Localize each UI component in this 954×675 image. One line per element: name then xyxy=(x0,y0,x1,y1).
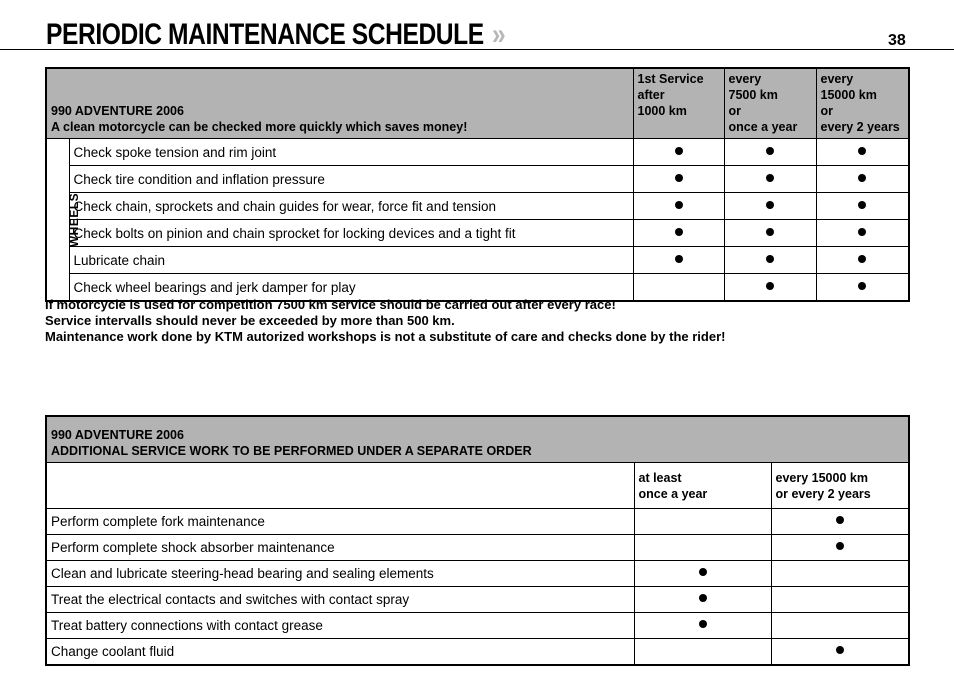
mark-cell xyxy=(816,139,909,166)
column-header-line: once a year xyxy=(728,120,798,134)
section-label-text: WHEELS xyxy=(67,192,82,248)
filled-dot-icon xyxy=(858,174,866,182)
column-header-line: after xyxy=(637,88,665,102)
filled-dot-icon xyxy=(699,568,707,576)
table-row xyxy=(46,534,909,560)
note-line: Maintenance work done by KTM autorized workshops is not a substitute of care and checks done by the rider! xyxy=(45,329,726,344)
task-cell: Change coolant fluid xyxy=(46,638,634,665)
mark-cell xyxy=(771,560,909,586)
service-notes xyxy=(45,297,725,345)
filled-dot-icon xyxy=(858,201,866,209)
filled-dot-icon xyxy=(836,516,844,524)
column-header-line: once a year xyxy=(638,486,708,501)
filled-dot-icon xyxy=(766,282,774,290)
column-header-line: or every 2 years xyxy=(775,486,871,501)
mark-cell xyxy=(634,612,771,638)
filled-dot-icon xyxy=(675,174,683,182)
table-row xyxy=(46,638,909,665)
table-row xyxy=(46,560,909,586)
table2-model: 990 ADVENTURE 2006 xyxy=(51,427,184,442)
task-cell: Check spoke tension and rim joint xyxy=(69,139,633,166)
column-header-line: every 15000 km xyxy=(775,470,868,485)
table1-header xyxy=(46,68,633,139)
filled-dot-icon xyxy=(675,255,683,263)
mark-cell xyxy=(771,638,909,665)
task-cell: Treat the electrical contacts and switches with contact spray xyxy=(46,586,634,612)
mark-cell xyxy=(634,534,771,560)
note-line: Service intervalls should never be exceeded by more than 500 km. xyxy=(45,313,455,328)
mark-cell xyxy=(633,247,724,274)
mark-cell xyxy=(724,274,816,302)
column-header-line: every xyxy=(728,72,762,86)
column-header-15000 xyxy=(816,68,909,139)
filled-dot-icon xyxy=(699,620,707,628)
task-cell: Perform complete shock absorber maintenance xyxy=(46,534,634,560)
column-header-line: every 2 years xyxy=(820,120,900,134)
filled-dot-icon xyxy=(675,228,683,236)
filled-dot-icon xyxy=(858,255,866,263)
task-cell: Lubricate chain xyxy=(69,247,633,274)
task-cell: Perform complete fork maintenance xyxy=(46,508,634,534)
filled-dot-icon xyxy=(766,147,774,155)
column-header-line: 7500 km xyxy=(728,88,778,102)
task-cell: Clean and lubricate steering-head bearing and sealing elements xyxy=(46,560,634,586)
chevron-icon: » xyxy=(491,18,506,51)
column-header-7500 xyxy=(724,68,816,139)
task-cell: Check tire condition and inflation pressure xyxy=(69,166,633,193)
mark-cell xyxy=(724,247,816,274)
page-header xyxy=(0,0,954,50)
mark-cell xyxy=(816,166,909,193)
mark-cell xyxy=(634,586,771,612)
page-title xyxy=(46,18,505,52)
additional-service-table xyxy=(45,415,910,666)
maintenance-schedule-table xyxy=(45,67,910,302)
column-header-line: at least xyxy=(638,470,682,485)
filled-dot-icon xyxy=(699,594,707,602)
task-cell: Check bolts on pinion and chain sprocket for locking devices and a tight fit xyxy=(69,220,633,247)
mark-cell xyxy=(771,534,909,560)
mark-cell xyxy=(633,166,724,193)
filled-dot-icon xyxy=(858,147,866,155)
table2-subtitle: ADDITIONAL SERVICE WORK TO BE PERFORMED UNDER A SEPARATE ORDER xyxy=(51,443,532,458)
table-row xyxy=(46,612,909,638)
mark-cell xyxy=(816,274,909,302)
column-header-line: every xyxy=(820,72,854,86)
table-row xyxy=(46,220,909,247)
filled-dot-icon xyxy=(836,646,844,654)
table1-subtitle: A clean motorcycle can be checked more quickly which saves money! xyxy=(51,120,468,134)
column-header-15000-2years xyxy=(771,462,909,508)
mark-cell xyxy=(724,166,816,193)
table-row xyxy=(46,139,909,166)
filled-dot-icon xyxy=(766,201,774,209)
note-line: If motorcycle is used for competition 7500 km service should be carried out after every race! xyxy=(45,297,616,312)
table2-blank-header xyxy=(46,462,634,508)
column-header-line: 15000 km xyxy=(820,88,877,102)
column-header-line: or xyxy=(820,104,834,118)
mark-cell xyxy=(724,193,816,220)
table-row xyxy=(46,193,909,220)
table-row xyxy=(46,586,909,612)
filled-dot-icon xyxy=(766,174,774,182)
column-header-line: or xyxy=(728,104,742,118)
table-row xyxy=(46,508,909,534)
page-title-text: PERIODIC MAINTENANCE SCHEDULE xyxy=(46,18,484,51)
task-cell: Check wheel bearings and jerk damper for play xyxy=(69,274,633,302)
table-row xyxy=(46,166,909,193)
filled-dot-icon xyxy=(766,255,774,263)
mark-cell xyxy=(771,612,909,638)
column-header-line: 1000 km xyxy=(637,104,687,118)
mark-cell xyxy=(634,508,771,534)
column-header-first-service xyxy=(633,68,724,139)
filled-dot-icon xyxy=(858,282,866,290)
table1-model: 990 ADVENTURE 2006 xyxy=(51,104,184,118)
task-cell: Treat battery connections with contact grease xyxy=(46,612,634,638)
mark-cell xyxy=(634,560,771,586)
filled-dot-icon xyxy=(858,228,866,236)
column-header-once-a-year xyxy=(634,462,771,508)
mark-cell xyxy=(633,220,724,247)
filled-dot-icon xyxy=(766,228,774,236)
mark-cell xyxy=(634,638,771,665)
filled-dot-icon xyxy=(675,147,683,155)
task-cell: Check chain, sprockets and chain guides for wear, force fit and tension xyxy=(69,193,633,220)
mark-cell xyxy=(724,220,816,247)
table-row xyxy=(46,247,909,274)
filled-dot-icon xyxy=(675,201,683,209)
section-label-wheels xyxy=(46,139,82,302)
mark-cell xyxy=(633,139,724,166)
table2-header xyxy=(46,416,909,462)
mark-cell xyxy=(771,586,909,612)
mark-cell xyxy=(633,193,724,220)
mark-cell xyxy=(816,193,909,220)
mark-cell xyxy=(724,139,816,166)
page-number: 38 xyxy=(888,32,906,49)
mark-cell xyxy=(771,508,909,534)
filled-dot-icon xyxy=(836,542,844,550)
mark-cell xyxy=(816,247,909,274)
column-header-line: 1st Service xyxy=(637,72,704,86)
mark-cell xyxy=(816,220,909,247)
